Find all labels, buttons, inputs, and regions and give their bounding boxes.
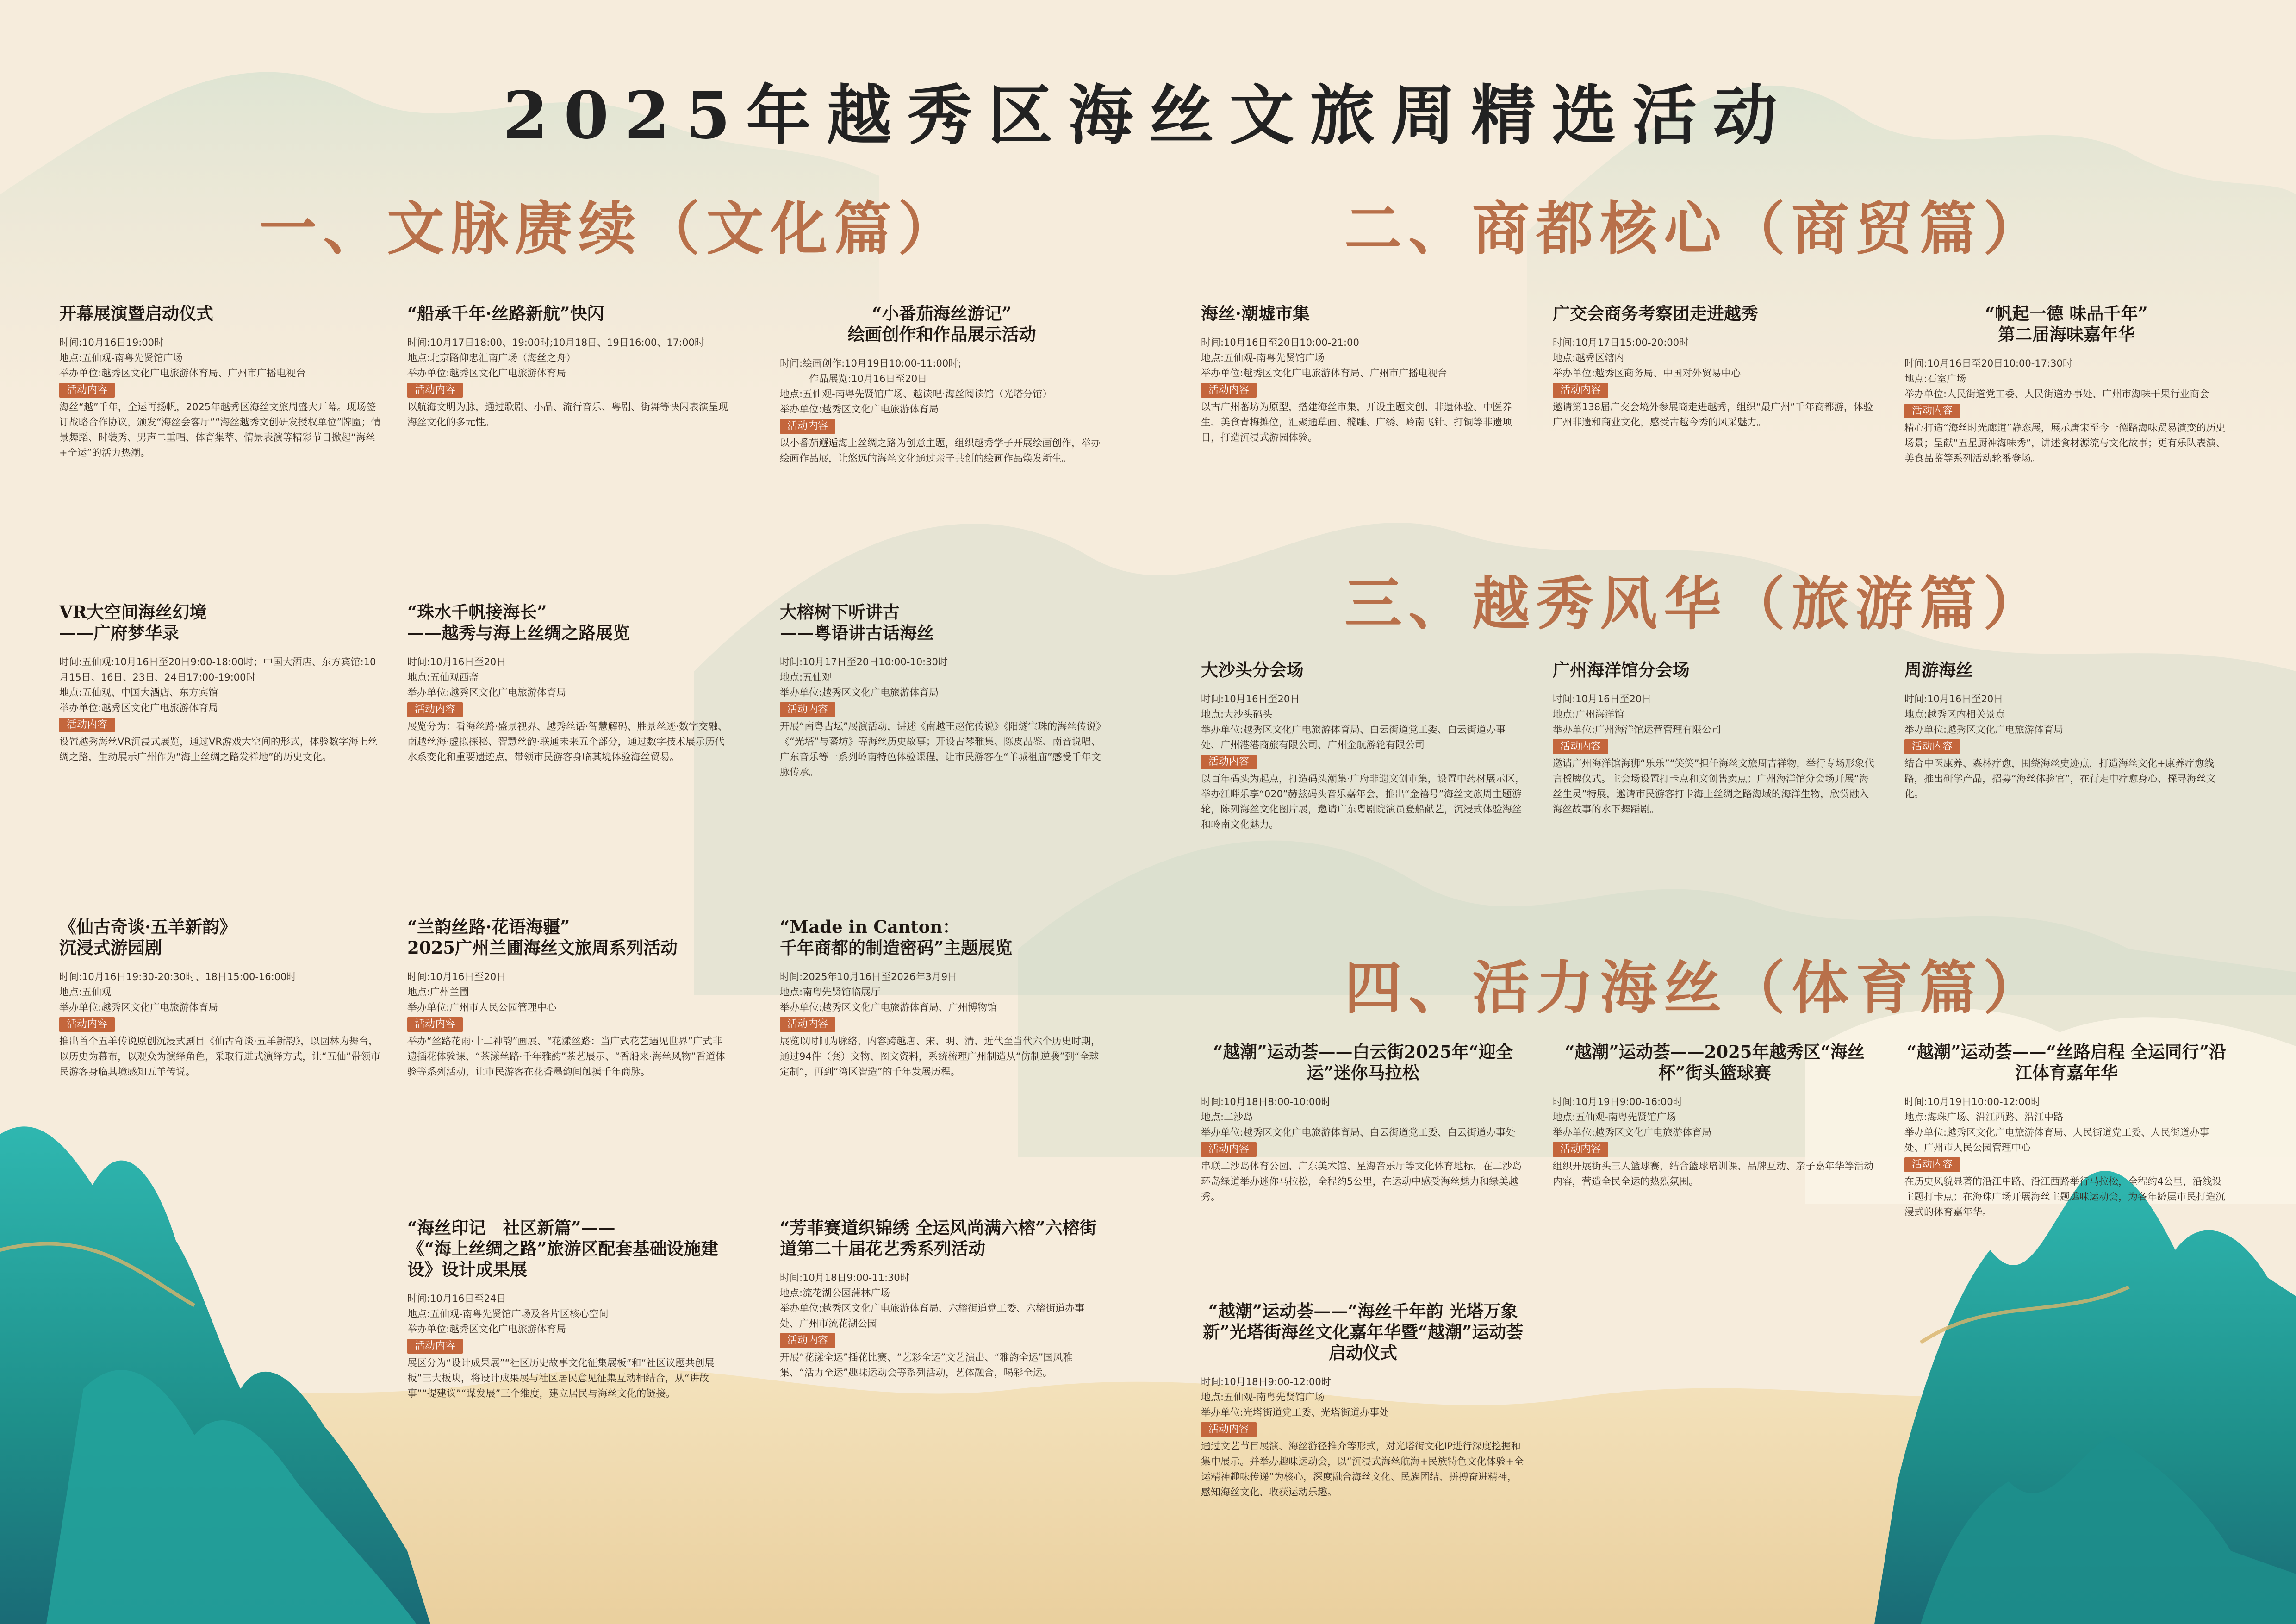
event-location: 地点:海珠广场、沿江西路、沿江中路 <box>1904 1112 2064 1123</box>
activity-content-tag: 活动内容 <box>1553 383 1608 398</box>
event-card <box>407 303 731 430</box>
activity-content-tag: 活动内容 <box>780 702 835 717</box>
event-time: 时间:10月16日至24日 <box>407 1293 506 1304</box>
activity-content-tag: 活动内容 <box>1201 755 1257 769</box>
event-description: 以小番茄邂逅海上丝绸之路为创意主题，组织越秀学子开展绘画创作，举办绘画作品展，让悠远的海丝文化通过亲子共创的绘画作品焕发新生。 <box>780 437 1101 464</box>
section-title-tourism: 三、越秀风华（旅游篇） <box>1344 570 2047 637</box>
event-time: 时间:10月16日至20日 <box>407 971 506 982</box>
section-title-sports: 四、活力海丝（体育篇） <box>1344 955 2047 1022</box>
poster-title: 2025年越秀区海丝文旅周精选活动 <box>503 78 1793 154</box>
event-location: 地点:五仙观-南粤先贤馆广场及各片区核心空间 <box>407 1308 609 1319</box>
event-organizer: 举办单位:越秀区商务局、中国对外贸易中心 <box>1553 368 1741 379</box>
event-organizer: 举办单位:越秀区文化广电旅游体育局、白云街道党工委、白云街道办事处 <box>1201 1127 1516 1138</box>
event-time: 时间:10月17日18:00、19:00时;10月18日、19日16:00、17:00时 <box>407 337 704 348</box>
event-title: 大榕树下听讲古 ——粤语讲古话海丝 <box>780 602 934 643</box>
event-title: “兰韵丝路·花语海疆” 2025广州兰圃海丝文旅周系列活动 <box>407 917 678 958</box>
event-time: 时间:10月16日至20日10:00-21:00 <box>1201 337 1359 348</box>
event-card <box>780 917 1104 1080</box>
event-title: “越潮”运动荟——“丝路启程 全运同行”沿江体育嘉年华 <box>1906 1042 2226 1083</box>
event-card <box>59 303 383 461</box>
event-time: 时间:10月16日至20日 <box>1904 693 2004 705</box>
event-title: “船承千年·丝路新航”快闪 <box>407 303 604 324</box>
event-location: 地点:五仙观-南粤先贤馆广场 <box>1553 1112 1676 1123</box>
event-location: 地点:五仙观西斋 <box>407 672 479 683</box>
event-organizer: 举办单位:越秀区文化广电旅游体育局 <box>1553 1127 1712 1138</box>
section-title-culture: 一、文脉赓续（文化篇） <box>259 195 962 262</box>
event-organizer: 举办单位:越秀区文化广电旅游体育局 <box>780 687 939 698</box>
event-location: 地点:越秀区内相关景点 <box>1904 709 2005 720</box>
event-title: “帆起一德 味品千年” 第二届海味嘉年华 <box>1985 303 2148 344</box>
activity-content-tag: 活动内容 <box>780 1333 835 1348</box>
event-location: 地点:五仙观-南粤先贤馆广场 <box>1201 1392 1325 1403</box>
event-organizer: 举办单位:越秀区文化广电旅游体育局 <box>1904 724 2064 735</box>
event-organizer: 举办单位:越秀区文化广电旅游体育局 <box>407 687 566 698</box>
event-organizer: 举办单位:越秀区文化广电旅游体育局、广州市广播电视台 <box>59 368 306 379</box>
event-card <box>1904 1042 2228 1220</box>
event-organizer: 举办单位:越秀区文化广电旅游体育局、人民街道党工委、人民街道办事处、广州市人民公园管理中心 <box>1904 1127 2209 1153</box>
event-description: 以古广州蕃坊为原型，搭建海丝市集，开设主题文创、非遗体验、中医养生、美食青梅摊位，汇聚通草画、榄雕、广绣、岭南飞针、打铜等非遗项目，打造沉浸式游园体验。 <box>1201 401 1512 443</box>
event-description: 推出首个五羊传说原创沉浸式剧目《仙古奇谈·五羊新韵》，以园林为舞台，以历史为幕布，以观众为演绎角色，采取行进式演绎方式，让“五仙”带领市民游客身临其境感知五羊传说。 <box>59 1036 380 1077</box>
event-card <box>1553 303 1877 430</box>
activity-content-tag: 活动内容 <box>59 383 115 398</box>
activity-content-tag: 活动内容 <box>1904 739 1960 754</box>
event-description: 结合中医康养、森林疗愈，围绕海丝史迹点，打造海丝文化+康养疗愈线路，推出研学产品，招募“海丝体验官”，在行走中疗愈身心、探寻海丝文化。 <box>1904 758 2216 800</box>
event-organizer: 举办单位:越秀区文化广电旅游体育局 <box>407 368 566 379</box>
event-location: 地点:二沙岛 <box>1201 1112 1253 1123</box>
event-location: 地点:流花湖公园蒲林广场 <box>780 1287 890 1299</box>
event-location: 地点:广州海洋馆 <box>1553 709 1624 720</box>
activity-content-tag: 活动内容 <box>1904 1157 1960 1172</box>
event-title: “海丝印记 社区新篇”—— 《“海上丝绸之路”旅游区配套基础设施建设》设计成果展 <box>407 1218 718 1280</box>
event-location: 地点:五仙观-南粤先贤馆广场 <box>1201 352 1325 363</box>
event-card <box>1904 303 2228 466</box>
event-card <box>59 602 383 765</box>
event-organizer: 举办单位:人民街道党工委、人民街道办事处、广州市海味干果行业商会 <box>1904 388 2209 400</box>
event-title: 广州海洋馆分会场 <box>1553 660 1690 680</box>
event-organizer: 举办单位:广州海洋馆运营管理有限公司 <box>1553 724 1722 735</box>
event-description: 邀请广州海洋馆海狮“乐乐”“笑笑”担任海丝文旅周吉祥物，举行专场形象代言授牌仪式。主会场设置打卡点和文创售卖点；广州海洋馆分会场开展“海丝生灵”特展，邀请市民游客打卡海上丝绸之路海域的海洋生物，欣赏融入海丝故事的水下舞蹈剧。 <box>1553 758 1874 815</box>
event-card <box>1201 303 1525 445</box>
event-location: 地点:大沙头码头 <box>1201 709 1273 720</box>
activity-content-tag: 活动内容 <box>59 718 115 732</box>
event-description: 串联二沙岛体育公园、广东美术馆、星海音乐厅等文化体育地标，在二沙岛环岛绿道举办迷你马拉松，全程约5公里，在运动中感受海丝魅力和绿美越秀。 <box>1201 1161 1522 1202</box>
event-time: 时间:10月17日至20日10:00-10:30时 <box>780 656 948 668</box>
event-card <box>780 602 1104 780</box>
event-organizer: 举办单位:广州市人民公园管理中心 <box>407 1002 557 1013</box>
event-organizer: 举办单位:光塔街道党工委、光塔街道办事处 <box>1201 1407 1389 1418</box>
event-card <box>1201 660 1525 832</box>
event-location: 地点:五仙观 <box>59 987 112 998</box>
event-title: “小番茄海丝游记” 绘画创作和作品展示活动 <box>847 303 1036 344</box>
event-description: 设置越秀海丝VR沉浸式展览，通过VR游戏大空间的形式，体验数字海上丝绸之路，生动展示广州作为“海上丝绸之路发祥地”的历史文化。 <box>59 736 378 762</box>
event-title: 开幕展演暨启动仪式 <box>59 303 213 324</box>
event-description: 展览以时间为脉络，内容跨越唐、宋、明、清、近代至当代六个历史时期，通过94件（套）文物、图文资料，系统梳理广州制造从“仿制逆袭”到“全球定制”，再到“湾区智造”的千年发展历程。 <box>780 1036 1101 1077</box>
event-time: 时间:10月17日15:00-20:00时 <box>1553 337 1689 348</box>
event-card <box>1201 1301 1525 1500</box>
event-organizer: 举办单位:越秀区文化广电旅游体育局 <box>407 1324 566 1335</box>
event-location: 地点:石室广场 <box>1904 373 1966 384</box>
event-time: 时间:10月16日至20日 <box>1201 693 1300 705</box>
event-location: 地点:五仙观-南粤先贤馆广场、越读吧·海丝阅读馆（光塔分馆） <box>780 388 1052 400</box>
event-location: 地点:广州兰圃 <box>407 987 469 998</box>
event-description: 开展“花漾全运”插花比赛、“艺彩全运”文艺演出、“雅韵全运”国风雅集、“活力全运”趣味运动会等系列活动，艺体融合，喝彩全运。 <box>780 1352 1073 1378</box>
event-card <box>1553 1042 1877 1189</box>
event-organizer: 举办单位:越秀区文化广电旅游体育局、白云街道党工委、白云街道办事处、广州港港商旅有限公司、广州金航游轮有限公司 <box>1201 724 1506 750</box>
event-title: “芳菲赛道织锦绣 全运风尚满六榕”六榕街道第二十届花艺秀系列活动 <box>780 1218 1097 1259</box>
event-time: 时间:2025年10月16日至2026年3月9日 <box>780 971 958 982</box>
event-card <box>407 1218 731 1401</box>
event-time: 时间:10月16日至20日10:00-17:30时 <box>1904 358 2072 369</box>
event-location: 地点:五仙观、中国大酒店、东方宾馆 <box>59 687 218 698</box>
event-card <box>59 917 383 1080</box>
event-title: 周游海丝 <box>1904 660 1973 680</box>
event-card <box>1904 660 2228 802</box>
event-card <box>1201 1042 1525 1205</box>
activity-content-tag: 活动内容 <box>780 419 835 434</box>
activity-content-tag: 活动内容 <box>407 1017 463 1032</box>
event-location: 地点:南粤先贤馆临展厅 <box>780 987 881 998</box>
event-description: 通过文艺节目展演、海丝游径推介等形式，对光塔街文化IP进行深度挖掘和集中展示。并举办趣味运动会，以“沉浸式海丝航海+民族特色文化体验+全运精神趣味传递”为核心，深度融合海丝文化、民族团结、拼搏奋进精神，感知海丝文化、收获运动乐趣。 <box>1201 1441 1524 1498</box>
event-location: 地点:越秀区辖内 <box>1553 352 1624 363</box>
event-card <box>407 602 731 765</box>
event-title: “越潮”运动荟——“海丝千年韵 光塔万象新”光塔街海丝文化嘉年华暨“越潮”运动荟启动仪式 <box>1202 1301 1524 1363</box>
activity-content-tag: 活动内容 <box>780 1017 835 1032</box>
event-organizer: 举办单位:越秀区文化广电旅游体育局、六榕街道党工委、六榕街道办事处、广州市流花湖公园 <box>780 1303 1085 1329</box>
activity-content-tag: 活动内容 <box>1201 1422 1257 1437</box>
event-time: 时间:10月16日至20日 <box>1553 693 1652 705</box>
event-description: 展区分为“设计成果展”“社区历史故事文化征集展板”和“社区议题共创展板”三大板块，将设计成果展与社区居民意见征集互动相结合，从“讲故事”“提建议”“谋发展”三个维度，建立居民与海丝文化的链接。 <box>407 1357 715 1399</box>
event-description: 举办“丝路花雨·十二神韵”画展、“花漾丝路：当广式花艺遇见世界”广式非遗插花体验课、“茶漾丝路·千年雅韵”茶艺展示、“香船来·海丝风物”香道体验等系列活动，让市民游客在花香墨韵间触摸千年商脉。 <box>407 1036 725 1077</box>
event-time: 时间:10月16日19:00时 <box>59 337 164 348</box>
event-title: “越潮”运动荟——白云街2025年“迎全运”迷你马拉松 <box>1213 1042 1513 1083</box>
event-description: 精心打造“海丝时光廊道”静态展，展示唐宋至今一德路海味贸易演变的历史场景；呈献“五星厨神海味秀”，讲述食材源流与文化故事；更有乐队表演、美食品鉴等系列活动轮番登场。 <box>1904 422 2226 464</box>
event-description: 展览分为：看海丝路·盛景视界、越秀丝话·智慧解码、胜景丝迹·数字交融、南越丝海·虚拟探秘、智慧丝韵·联通未来五个部分，通过数字技术展示历代水系变化和重要遗迹点，带领市民游客身临其境体验海丝贸易。 <box>407 721 728 762</box>
event-description: 开展“南粤古坛”展演活动，讲述《南越王赵佗传说》《阳燧宝珠的海丝传说》《“光塔”与蕃坊》等海丝历史故事；开设古琴雅集、陈皮品鉴、南音说唱、广东音乐等一系列岭南特色体验课程，让市民游客在“羊城祖庙”感受千年文脉传承。 <box>780 721 1101 778</box>
activity-content-tag: 活动内容 <box>1201 1142 1257 1157</box>
event-description: 以航海文明为脉，通过歌剧、小品、流行音乐、粤剧、街舞等快闪表演呈现海丝文化的多元性。 <box>407 401 728 428</box>
event-organizer: 举办单位:越秀区文化广电旅游体育局 <box>780 404 939 415</box>
event-location: 地点:五仙观-南粤先贤馆广场 <box>59 352 183 363</box>
event-title: 海丝·潮墟市集 <box>1201 303 1310 324</box>
event-card <box>780 1218 1104 1380</box>
activity-content-tag: 活动内容 <box>407 702 463 717</box>
event-card <box>407 917 731 1080</box>
event-time-exhibition: 作品展览:10月16日至20日 <box>780 373 927 384</box>
event-location: 地点:北京路仰忠汇南广场（海丝之舟） <box>407 352 576 363</box>
event-card <box>1553 660 1877 817</box>
activity-content-tag: 活动内容 <box>59 1017 115 1032</box>
event-card <box>780 303 1104 466</box>
event-time: 时间:10月18日9:00-11:30时 <box>780 1272 910 1283</box>
event-title: 大沙头分会场 <box>1201 660 1304 680</box>
event-organizer: 举办单位:越秀区文化广电旅游体育局 <box>59 702 218 713</box>
event-title: 广交会商务考察团走进越秀 <box>1553 303 1758 324</box>
event-description: 组织开展街头三人篮球赛，结合篮球培训课、品牌互动、亲子嘉年华等活动内容，营造全民全运的热烈氛围。 <box>1553 1161 1873 1187</box>
event-description: 在历史风貌显著的沿江中路、沿江西路举行马拉松，全程约4公里，沿线设主题打卡点；在海珠广场开展海丝主题趣味运动会，为各年龄层市民打造沉浸式的体育嘉年华。 <box>1904 1176 2225 1218</box>
activity-content-tag: 活动内容 <box>1553 1142 1608 1157</box>
event-description: 邀请第138届广交会境外参展商走进越秀，组织“最广州”千年商都游，体验广州非遗和商业文化，感受古越今秀的风采魅力。 <box>1553 401 1873 428</box>
event-time: 时间:10月18日9:00-12:00时 <box>1201 1376 1331 1387</box>
event-organizer: 举办单位:越秀区文化广电旅游体育局 <box>59 1002 218 1013</box>
event-title: “越潮”运动荟——2025年越秀区“海丝杯”街头篮球赛 <box>1565 1042 1865 1083</box>
activity-content-tag: 活动内容 <box>407 383 463 398</box>
event-organizer: 举办单位:越秀区文化广电旅游体育局、广州博物馆 <box>780 1002 997 1013</box>
event-time: 时间:10月16日至20日 <box>407 656 506 668</box>
event-title: “珠水千帆接海长” ——越秀与海上丝绸之路展览 <box>407 602 630 643</box>
activity-content-tag: 活动内容 <box>407 1339 463 1354</box>
event-description: 海丝“越”千年，全运再扬帆，2025年越秀区海丝文旅周盛大开幕。现场签订战略合作协议，颁发“海丝会客厅”“海丝越秀文创研发授权单位”牌匾；情景舞蹈、时装秀、男声二重唱、体育集萃、情景表演等精彩节目掀起“海丝+全运”的活力热潮。 <box>59 401 381 458</box>
event-title: VR大空间海丝幻境 ——广府梦华录 <box>59 602 207 643</box>
activity-content-tag: 活动内容 <box>1553 739 1608 754</box>
event-organizer: 举办单位:越秀区文化广电旅游体育局、广州市广播电视台 <box>1201 368 1448 379</box>
event-description: 以百年码头为起点，打造码头潮集·广府非遗文创市集，设置中药材展示区，举办江畔乐享“020”赫兹码头音乐嘉年会，推出“金禧号”海丝文旅周主题游轮，陈列海丝文化图片展，邀请广东粤剧院演员登船献艺，沉浸式体验海丝和岭南文化魅力。 <box>1201 773 1525 830</box>
event-time: 时间:10月18日8:00-10:00时 <box>1201 1096 1331 1107</box>
event-location: 地点:五仙观 <box>780 672 832 683</box>
event-time: 时间:五仙观:10月16日至20日9:00-18:00时；中国大酒店、东方宾馆:10月15日、16日、23日、24日17:00-19:00时 <box>59 656 376 683</box>
event-title: “Made in Canton： 千年商都的制造密码”主题展览 <box>780 917 1013 958</box>
section-title-commerce: 二、商都核心（商贸篇） <box>1344 195 2047 262</box>
event-time: 时间:10月16日19:30-20:30时、18日15:00-16:00时 <box>59 971 297 982</box>
event-time: 时间:10月19日10:00-12:00时 <box>1904 1096 2041 1107</box>
activity-content-tag: 活动内容 <box>1201 383 1257 398</box>
activity-content-tag: 活动内容 <box>1904 404 1960 418</box>
event-time: 时间:10月19日9:00-16:00时 <box>1553 1096 1683 1107</box>
event-title: 《仙古奇谈·五羊新韵》 沉浸式游园剧 <box>59 917 236 958</box>
event-time: 时间:绘画创作:10月19日10:00-11:00时; <box>780 358 962 369</box>
